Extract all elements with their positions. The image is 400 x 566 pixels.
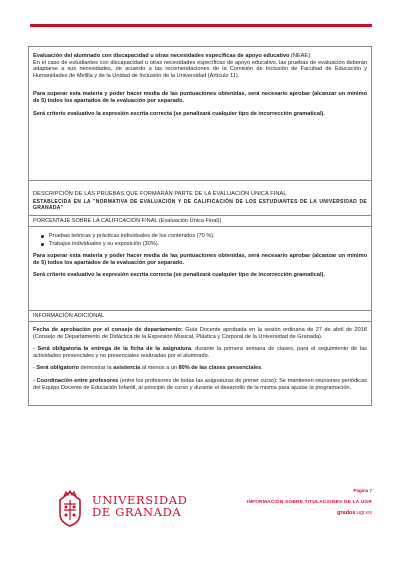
header-rule [30,24,372,27]
info-fecha-text: Guía Docente aprobada en la sesión ordinaria de 27 de abril de 2018 (Consejo de Departamento de Didáctica de la Expresión Musical, Plástica y Corporal de la Universidad de Granada). [33,327,368,340]
neae-heading-tail: (NEAE): [289,53,312,59]
list-item-text: Trabajos individuales y su exposición (30%). [49,240,160,247]
info-ficha-text: , durante la primera semana de clases, para el seguimiento de las actividades presenciales y no presenciales realizadas por el alumnado. [33,346,367,359]
descripcion-section [29,181,371,216]
list-item [41,233,367,240]
porcentaje-heading: PORCENTAJE SOBRE LA CALIFICACIÓN FINAL (Evaluación Única Final)) [33,218,222,224]
porcentaje-heading-row [29,216,371,227]
page-number: Página 7 [353,488,372,493]
university-line-2: DE GRANADA [92,505,182,519]
info-heading: INFORMACIÓN ADICIONAL [33,313,105,319]
university-crest-icon [52,488,88,528]
footer-info: INFORMACIÓN SOBRE TITULACIONES DE LA UGR [246,500,372,505]
list-item-text: Pruebas teóricas y prácticas individuales de los contenidos (70 %). [49,233,215,239]
bullet-icon [41,243,44,246]
info-asist-label: - Será obligatorio [33,365,79,372]
descripcion-subtitle: ESTABLECIDA EN LA "NORMATIVA DE EVALUACIÓN Y DE CALIFICACIÓN DE LOS ESTUDIANTES DE LA UNIVERSIDAD DE GRANADA" [33,198,367,212]
footer-site [337,510,372,516]
neae-rule-pass: Para superar esta materia y poder hacer media de las puntuaciones obtenidas, será necesario aprobar (alcanzar un mínimo de 5) todos los apartados de la evaluación por separado. [33,91,367,104]
page-footer [0,488,400,528]
university-wordmark [92,494,187,518]
info-asistencia [33,365,367,372]
porcentaje-section [29,227,371,311]
info-heading-row [29,311,371,322]
info-coord-text: (entre los profesores de todas las asignaturas de primer curso): Se mantienen reuniones periódicas del Equipo Docente de Educación Infantil, al principio de curso y durante el desarrollo de la misma para ajustar la programación. [33,377,367,391]
neae-body: En el caso de estudiantes con discapacidad u otras necesidades específicas de apoyo educativo, las pruebas de evaluación deberán adaptarse a sus necesidades, de acuerdo a las recomendaciones de la Comisión de Inclusión de Facultad de Educación y Humanidades de Melilla y de la Unidad de Inclusión de la Universidad (Artículo 11). [33,59,367,79]
guide-table [28,46,372,406]
neae-paragraph [33,53,367,79]
info-coord-label: - Coordinación entre profesores [33,377,119,384]
site-bold: grados [337,510,356,516]
neae-section [29,47,371,181]
descripcion-title: DESCRIPCIÓN DE LAS PRUEBAS QUE FORMARÁN PARTE DE LA EVALUACIÓN ÚNICA FINAL [33,191,287,197]
neae-rule-writing: Será criterio evaluativo la expresión escrita correcta (se penalizará cualquier tipo de incorrección gramatical). [33,110,325,117]
info-section [29,322,371,405]
porcentaje-rule-writing: Será criterio evaluativo la expresión escrita correcta (se penalizará cualquier tipo de incorrección gramatical). [33,272,325,279]
info-asist-bold: 80% de las clases presenciales [178,365,262,372]
university-line-1: UNIVERSIDAD [92,493,188,507]
info-ficha-label: - Será obligatoria la entrega de la ficha de la asignatura [33,346,192,353]
info-asist-text: demostrar la [79,365,114,372]
info-asist-bold: asistencia [113,365,141,372]
site-rest: .ugr.es [355,510,372,516]
neae-heading: Evaluación del alumnado con discapacidad u otras necesidades específicas de apoyo educativo [33,53,290,59]
list-item [41,241,367,248]
info-asist-text: al menos a un [140,365,179,372]
info-fecha-label: Fecha de aprobación por el consejo de departamento: [33,327,183,333]
bullet-icon [41,235,44,238]
info-asist-text: . [261,365,263,372]
info-coordinacion [33,378,367,391]
info-fecha [33,327,367,340]
porcentaje-rule-pass: Para superar esta materia y poder hacer media de las puntuaciones obtenidas, será necesario aprobar (alcanzar un mínimo de 5) todos los apartados de la evaluación por separado. [33,253,367,266]
porcentaje-list [41,233,367,247]
info-ficha [33,346,367,359]
